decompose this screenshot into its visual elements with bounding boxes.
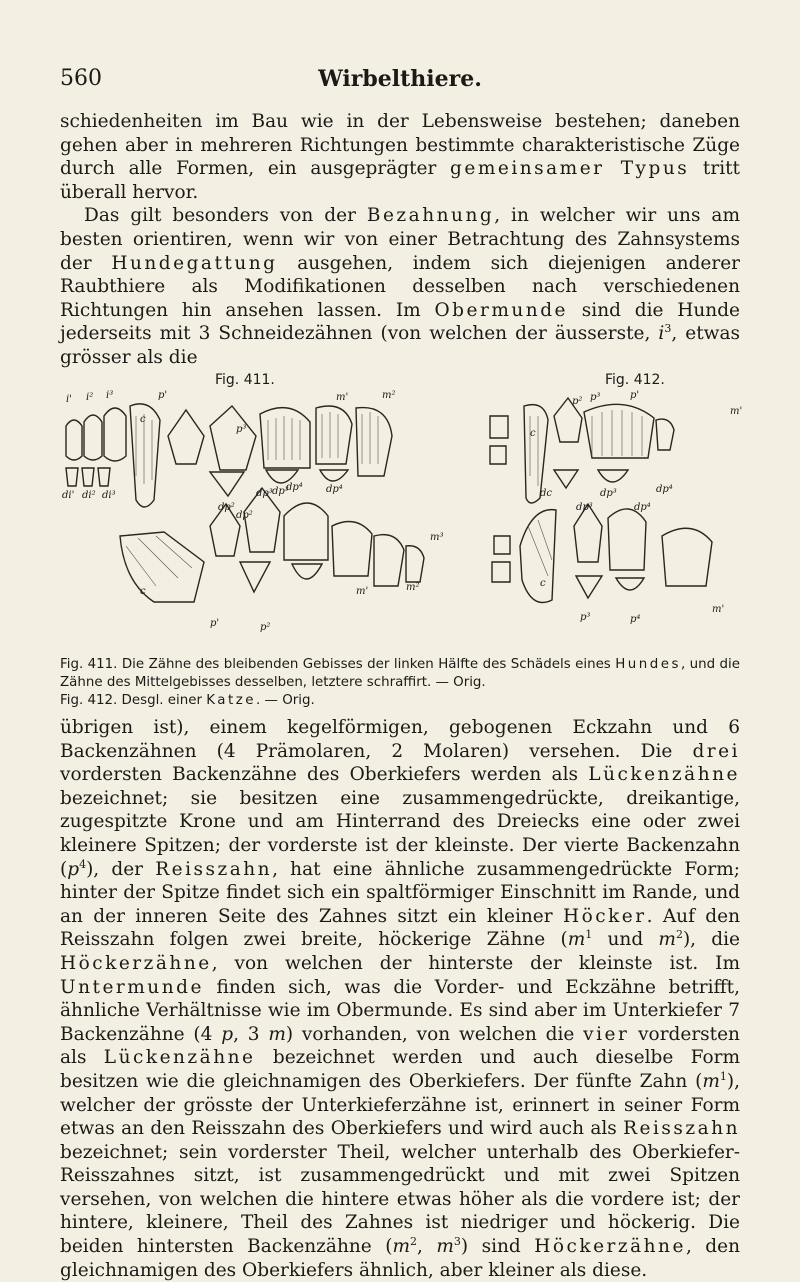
tooth-outline (104, 408, 126, 461)
text-run: schiedenheiten im Bau wie in der Lebensweise bestehen; daneben gehen aber in mehreren Richtungen bestimmte charakteristische Züge durch alle Formen, ein ausgeprägter (60, 111, 740, 180)
fig-letter: dc (540, 488, 553, 499)
text-run: , den gleichnamigen des Oberkiefers ähnlich, aber kleiner als diese. (60, 1236, 740, 1281)
text-run: finden sich, was die Vorder- und Eckzähne betrifft, ähnliche Verhältnisse wie im Obermunde. Es sind aber im Unterkiefer 7 Backenzähne (4 (60, 976, 740, 1045)
milk-tooth-outline (82, 468, 94, 486)
caption-text: . — Orig. (256, 693, 315, 708)
fig-412-label: Fig. 412. (605, 372, 665, 388)
fig-letter: i² (86, 392, 94, 403)
tooth-outline (316, 406, 352, 464)
spaced-term: vier (583, 1023, 630, 1045)
tooth-index: 3 (453, 1234, 461, 1248)
tooth-index: 3 (664, 322, 672, 336)
fig-letter: dp⁴ (656, 484, 673, 495)
text-run: ), die (682, 929, 740, 951)
spaced-term: Reisszahn (623, 1118, 740, 1140)
tooth-symbol: m (392, 1236, 410, 1258)
caption-spaced: Hundes (615, 657, 681, 672)
paragraph-2 (60, 204, 740, 369)
tooth-symbol: i (658, 323, 665, 345)
text-run: , etwas grösser als die (60, 323, 740, 368)
milk-tooth-outline (576, 576, 644, 598)
paragraph-3 (60, 716, 740, 1282)
text-run: , (416, 1236, 437, 1258)
fig-412-cat-dentition (480, 386, 760, 636)
page-number: 560 (60, 66, 102, 91)
text-run: sind die Hunde jederseits mit 3 Schneidezähnen (von welchen der äusserste, (60, 299, 740, 345)
text-run: , 3 (233, 1023, 269, 1045)
fig-411-dog-dentition (60, 386, 460, 636)
caption-label: Fig. 411. (60, 657, 118, 672)
text-run: ), der (86, 858, 156, 880)
fig-letter: dp³ (576, 502, 593, 513)
tooth-outline (168, 410, 204, 464)
spaced-term: Obermunde (434, 299, 568, 321)
incisor-outline (492, 536, 510, 582)
text-run: , hat eine ähnliche zusammengedrückte Form; hinter der Spitze findet sich ein spaltförmiger Einschnitt im Rande, und an der inneren Seite des Zahnes sitzt ein kleiner (60, 858, 740, 927)
caption-spaced: Katze (206, 693, 257, 708)
page-header (60, 66, 740, 96)
tooth-index: 2 (409, 1234, 417, 1248)
fig-letter: i' (66, 394, 72, 405)
text-block-bottom (60, 716, 740, 1282)
fig-letter: dp³ (256, 488, 273, 499)
tooth-outline (584, 404, 654, 458)
hatching (268, 412, 378, 464)
running-title: Wirbelthiere. (318, 66, 482, 92)
fig-letter: dp⁴ (634, 502, 651, 513)
text-block-top (60, 110, 740, 370)
figure-caption (60, 656, 740, 710)
milk-tooth-outline (292, 564, 322, 579)
tooth-symbol: p (221, 1023, 234, 1045)
caption-text: , und die Zähne des Mittelgebisses desselben, letztere schraffirt. — Orig. (60, 657, 740, 690)
fig-letter: c (140, 586, 146, 597)
spaced-term: Reisszahn (155, 858, 273, 880)
fig-letter: dp² (218, 502, 235, 513)
text-run: bezeichnet; sein vorderster Theil, welcher unterhalb des Oberkiefer-Reisszahnes sitzt, ist zusammengedrückt und mit zwei Spitzen versehen, von welchen die hintere etwas höher als die vordere ist; der hintere, kleinere, Theil des Zahnes ist niedriger und höckerig. Die beiden hintersten Backenzähne ( (60, 1141, 740, 1258)
text-run: und (592, 929, 659, 951)
text-run: vordersten Backenzähne des Oberkiefers werden als (60, 764, 589, 786)
spaced-term: Höcker (562, 905, 647, 927)
tooth-outline (284, 503, 328, 560)
fig-letter: m² (382, 390, 396, 401)
fig-letter: p³ (236, 424, 247, 435)
spaced-term: Höckerzähne (60, 952, 212, 974)
spaced-term: Höckerzähne (534, 1236, 686, 1258)
tooth-index: 4 (79, 857, 87, 871)
tooth-symbol: m (702, 1070, 720, 1092)
text-run: . Auf den Reisszahn folgen zwei breite, höckerige Zähne ( (60, 905, 740, 951)
caption-text: Desgl. einer (117, 693, 207, 708)
caption-text: Die Zähne des bleibenden Gebisses der linken Hälfte des Schädels eines (117, 657, 616, 672)
tooth-symbol: m (436, 1236, 454, 1258)
text-run: ), welcher der grösste der Unterkieferzähne ist, erinnert in seiner Form etwas an den Reisszahn des Oberkiefers und wird auch als (60, 1070, 740, 1140)
tooth-symbol: m (658, 929, 676, 951)
tooth-outline (356, 408, 392, 476)
tooth-outline (662, 528, 712, 586)
fig-letter: i³ (106, 390, 114, 401)
tooth-outline (66, 420, 82, 460)
spaced-term: Hundegattung (111, 252, 278, 274)
fig-letter: p³ (590, 392, 601, 403)
spaced-term: Lückenzähne (103, 1047, 256, 1069)
fig-letter: m² (406, 582, 420, 593)
text-run: ) sind (460, 1236, 535, 1258)
fig-letter: dp³ (272, 486, 289, 497)
milk-tooth-outline (554, 470, 628, 488)
tooth-outline (210, 406, 256, 470)
fig-letter: dp⁴ (286, 482, 303, 493)
fig-letter: p² (572, 396, 583, 407)
spaced-term: Untermunde (60, 976, 204, 998)
fig-letter: di² (82, 490, 96, 501)
spaced-term: drei (692, 740, 740, 762)
fig-letter: m' (712, 604, 725, 615)
hatching (592, 410, 642, 456)
tooth-symbol: m (268, 1023, 286, 1045)
caption-411 (60, 656, 740, 692)
spaced-term: Lückenzähne (588, 764, 740, 786)
tooth-outline (120, 532, 204, 602)
tooth-outline (406, 546, 424, 582)
fig-letter: p' (158, 390, 168, 401)
tooth-symbol: m (567, 929, 586, 951)
tooth-outline (84, 415, 102, 460)
figure-area (60, 372, 750, 642)
caption-label: Fig. 412. (60, 693, 118, 708)
milk-tooth-outline (240, 562, 270, 592)
paragraph-1 (60, 110, 740, 204)
fig-letter: di' (62, 490, 75, 501)
fig-letter: dp² (236, 510, 253, 521)
fig-letter: dp³ (600, 488, 617, 499)
fig-letter: di³ (102, 490, 116, 501)
tooth-symbol: p (67, 858, 80, 880)
text-run: , in welcher wir uns am besten orientiren, wenn wir von einer Betrachtung des Zahnsystems der (60, 205, 740, 274)
fig-letter: p' (210, 618, 220, 629)
fig-letter: p⁴ (630, 614, 641, 625)
fig-letter: m' (356, 586, 369, 597)
milk-tooth-outline (210, 472, 244, 496)
milk-tooth-outline (320, 470, 348, 481)
fig-letter: m' (730, 406, 743, 417)
text-run: ausgehen, indem sich diejenigen anderer Raubthiere als Modifikationen desselben nach verschiedenen Richtungen hin ansehen lassen. Im (60, 252, 740, 321)
tooth-index: 1 (719, 1069, 727, 1083)
text-run: ) vorhanden, von welchen die (285, 1023, 584, 1045)
text-run: bezeichnet; sie besitzen eine zusammengedrückte, dreikantige, zugespitzte Krone und am Hinterrand des Dreiecks eine oder zwei kleinere Spitzen; der vorderste ist der kleinste. Der vierte Backenzahn ( (60, 787, 740, 880)
tooth-outline (656, 419, 674, 450)
tooth-index: 2 (675, 928, 683, 942)
text-run: vordersten als (60, 1023, 740, 1069)
milk-tooth-outline (98, 468, 110, 486)
text-run: Das gilt besonders von der (84, 205, 367, 227)
incisor-outline (490, 416, 508, 464)
fig-letter: c (140, 414, 146, 425)
fig-411-label: Fig. 411. (215, 372, 275, 388)
spaced-term: gemeinsamer Typus (450, 158, 690, 180)
fig-letter: m' (336, 392, 349, 403)
fig-letter: p³ (580, 612, 591, 623)
tooth-outline (608, 509, 646, 570)
spaced-term: Bezahnung (366, 205, 495, 227)
fig-letter: m³ (430, 532, 444, 543)
tooth-outline (374, 535, 404, 586)
text-run: übrigen ist), einem kegelförmigen, gebogenen Eckzahn und 6 Backenzähnen (4 Prämolaren, 2 Molaren) versehen. Die (60, 717, 740, 762)
caption-412 (60, 692, 740, 710)
text-run: , von welchen der hinterste der kleinste ist. Im (211, 952, 740, 974)
tooth-index: 1 (585, 928, 593, 942)
tooth-outline (260, 408, 310, 468)
milk-tooth-outline (66, 468, 78, 486)
text-run: bezeichnet werden und auch dieselbe Form besitzen wie die gleichnamigen des Oberkiefers. Der fünfte Zahn ( (60, 1047, 740, 1092)
fig-letter: p² (260, 622, 271, 633)
tooth-outline (332, 522, 372, 577)
text-run: tritt überall hervor. (60, 158, 740, 203)
fig-letter: p' (630, 390, 640, 401)
fig-letter: c (530, 428, 536, 439)
fig-letter: c (540, 578, 546, 589)
fig-letter: dp⁴ (326, 484, 343, 495)
